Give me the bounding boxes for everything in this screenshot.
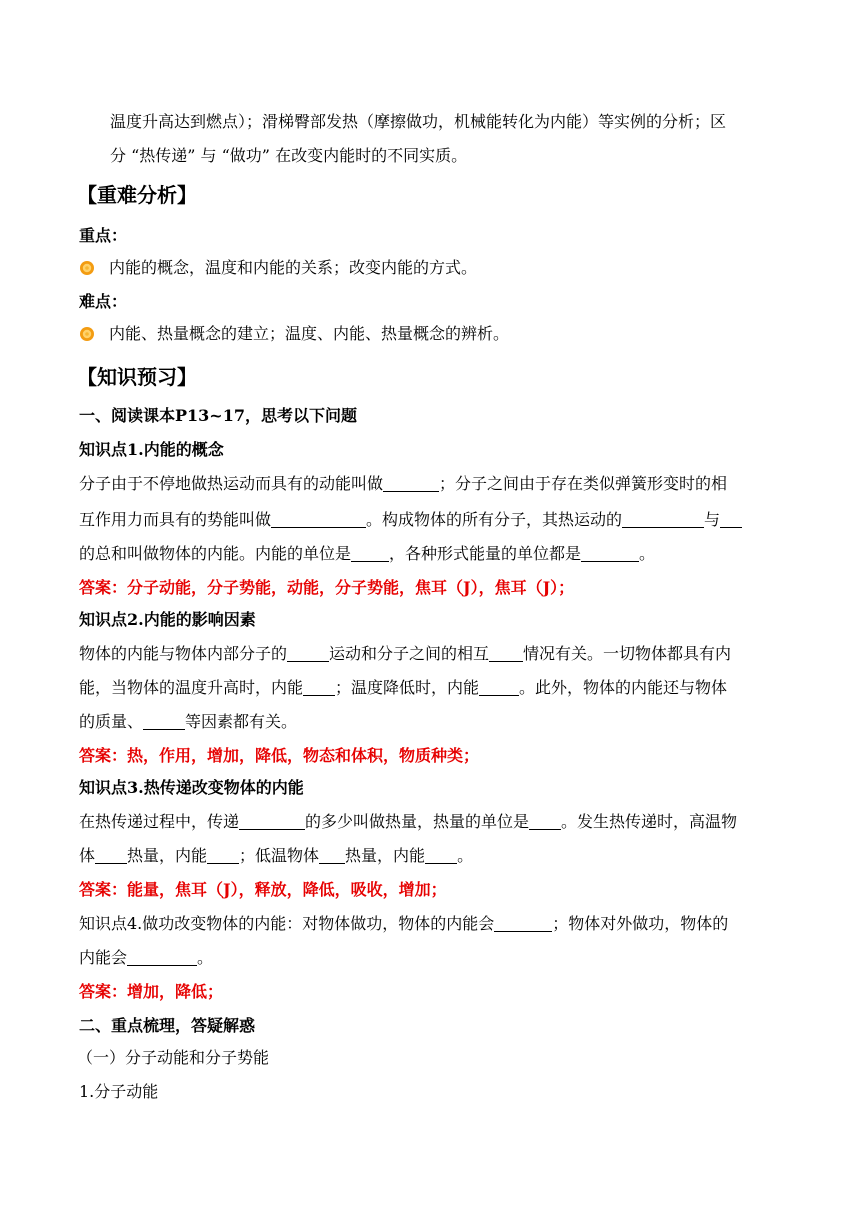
fill-blank[interactable] bbox=[95, 848, 127, 864]
kp3-answer: 答案：能量，焦耳（J），释放，降低，吸收，增加； bbox=[79, 880, 447, 899]
fill-blank[interactable] bbox=[529, 814, 561, 830]
flower-bullet-icon bbox=[79, 260, 95, 276]
key-point-label: 重点： bbox=[79, 226, 128, 245]
hard-point-item bbox=[79, 324, 509, 344]
fill-blank[interactable] bbox=[351, 546, 389, 562]
kp4-answer: 答案：增加，降低； bbox=[79, 982, 224, 1001]
fill-blank[interactable] bbox=[479, 680, 519, 696]
fill-blank[interactable] bbox=[319, 848, 345, 864]
kp2-line-2: 能，当物体的温度升高时，内能 ；温度降低时，内能 。此外，物体的内能还与物体 bbox=[79, 678, 728, 697]
kp2-line-3: 的质量、 等因素都有关。 bbox=[79, 712, 298, 731]
kp1-title: 知识点1.内能的概念 bbox=[79, 440, 224, 459]
part2-title: 二、重点梳理，答疑解惑 bbox=[79, 1016, 256, 1035]
part1-title: 一、阅读课本P13~17，思考以下问题 bbox=[79, 406, 357, 425]
section-heading-difficulty: 【重难分析】 bbox=[77, 183, 197, 207]
key-point-item bbox=[79, 258, 477, 278]
kp2-title: 知识点2.内能的影响因素 bbox=[79, 610, 256, 629]
subsection-item: 1.分子动能 bbox=[79, 1082, 159, 1101]
fill-blank[interactable] bbox=[622, 512, 704, 528]
kp1-line-1: 分子由于不停地做热运动而具有的动能叫做 ；分子之间由于存在类似弹簧形变时的相 bbox=[79, 474, 728, 493]
hard-point-label: 难点： bbox=[79, 292, 128, 311]
kp2-line-1: 物体的内能与物体内部分子的 运动和分子之间的相互 情况有关。一切物体都具有内 bbox=[79, 644, 732, 663]
kp3-line-1: 在热传递过程中，传递 的多少叫做热量，热量的单位是 。发生热传递时，高温物 bbox=[79, 812, 738, 831]
intro-line-2: 分 “热传递” 与 “做功” 在改变内能时的不同实质。 bbox=[110, 146, 468, 165]
fill-blank[interactable] bbox=[287, 646, 329, 662]
fill-blank[interactable] bbox=[303, 680, 335, 696]
kp3-title: 知识点3.热传递改变物体的内能 bbox=[79, 778, 304, 797]
fill-blank[interactable] bbox=[425, 848, 457, 864]
kp4-line-1: 知识点4.做功改变物体的内能：对物体做功，物体的内能会 ；物体对外做功，物体的 bbox=[79, 914, 729, 933]
fill-blank[interactable] bbox=[143, 714, 185, 730]
kp1-line-2: 互作用力而具有的势能叫做 。构成物体的所有分子，其热运动的 与 bbox=[79, 510, 742, 530]
kp2-answer: 答案：热，作用，增加，降低，物态和体积，物质种类； bbox=[79, 746, 480, 765]
hard-point-text: 内能、热量概念的建立；温度、内能、热量概念的辨析。 bbox=[109, 324, 510, 343]
fill-blank[interactable] bbox=[720, 512, 742, 528]
kp3-line-2: 体 热量，内能 ；低温物体 热量，内能 。 bbox=[79, 846, 474, 865]
fill-blank[interactable] bbox=[239, 814, 305, 830]
fill-blank[interactable] bbox=[494, 916, 552, 932]
fill-blank[interactable] bbox=[383, 476, 439, 492]
subsection-title: （一）分子动能和分子势能 bbox=[77, 1048, 270, 1067]
intro-line-1: 温度升高达到燃点）；滑梯臀部发热（摩擦做功，机械能转化为内能）等实例的分析；区 bbox=[110, 112, 727, 131]
fill-blank[interactable] bbox=[581, 546, 639, 562]
fill-blank[interactable] bbox=[271, 512, 366, 528]
section-heading-preview: 【知识预习】 bbox=[77, 365, 197, 389]
fill-blank[interactable] bbox=[489, 646, 523, 662]
kp4-line-2: 内能会 。 bbox=[79, 948, 214, 967]
fill-blank[interactable] bbox=[207, 848, 239, 864]
kp1-answer: 答案：分子动能，分子势能，动能，分子势能，焦耳（J），焦耳（J）； bbox=[79, 578, 575, 597]
kp1-line-3: 的总和叫做物体的内能。内能的单位是 ，各种形式能量的单位都是 。 bbox=[79, 544, 656, 563]
key-point-text: 内能的概念，温度和内能的关系；改变内能的方式。 bbox=[109, 258, 478, 277]
fill-blank[interactable] bbox=[127, 950, 197, 966]
flower-bullet-icon bbox=[79, 326, 95, 342]
